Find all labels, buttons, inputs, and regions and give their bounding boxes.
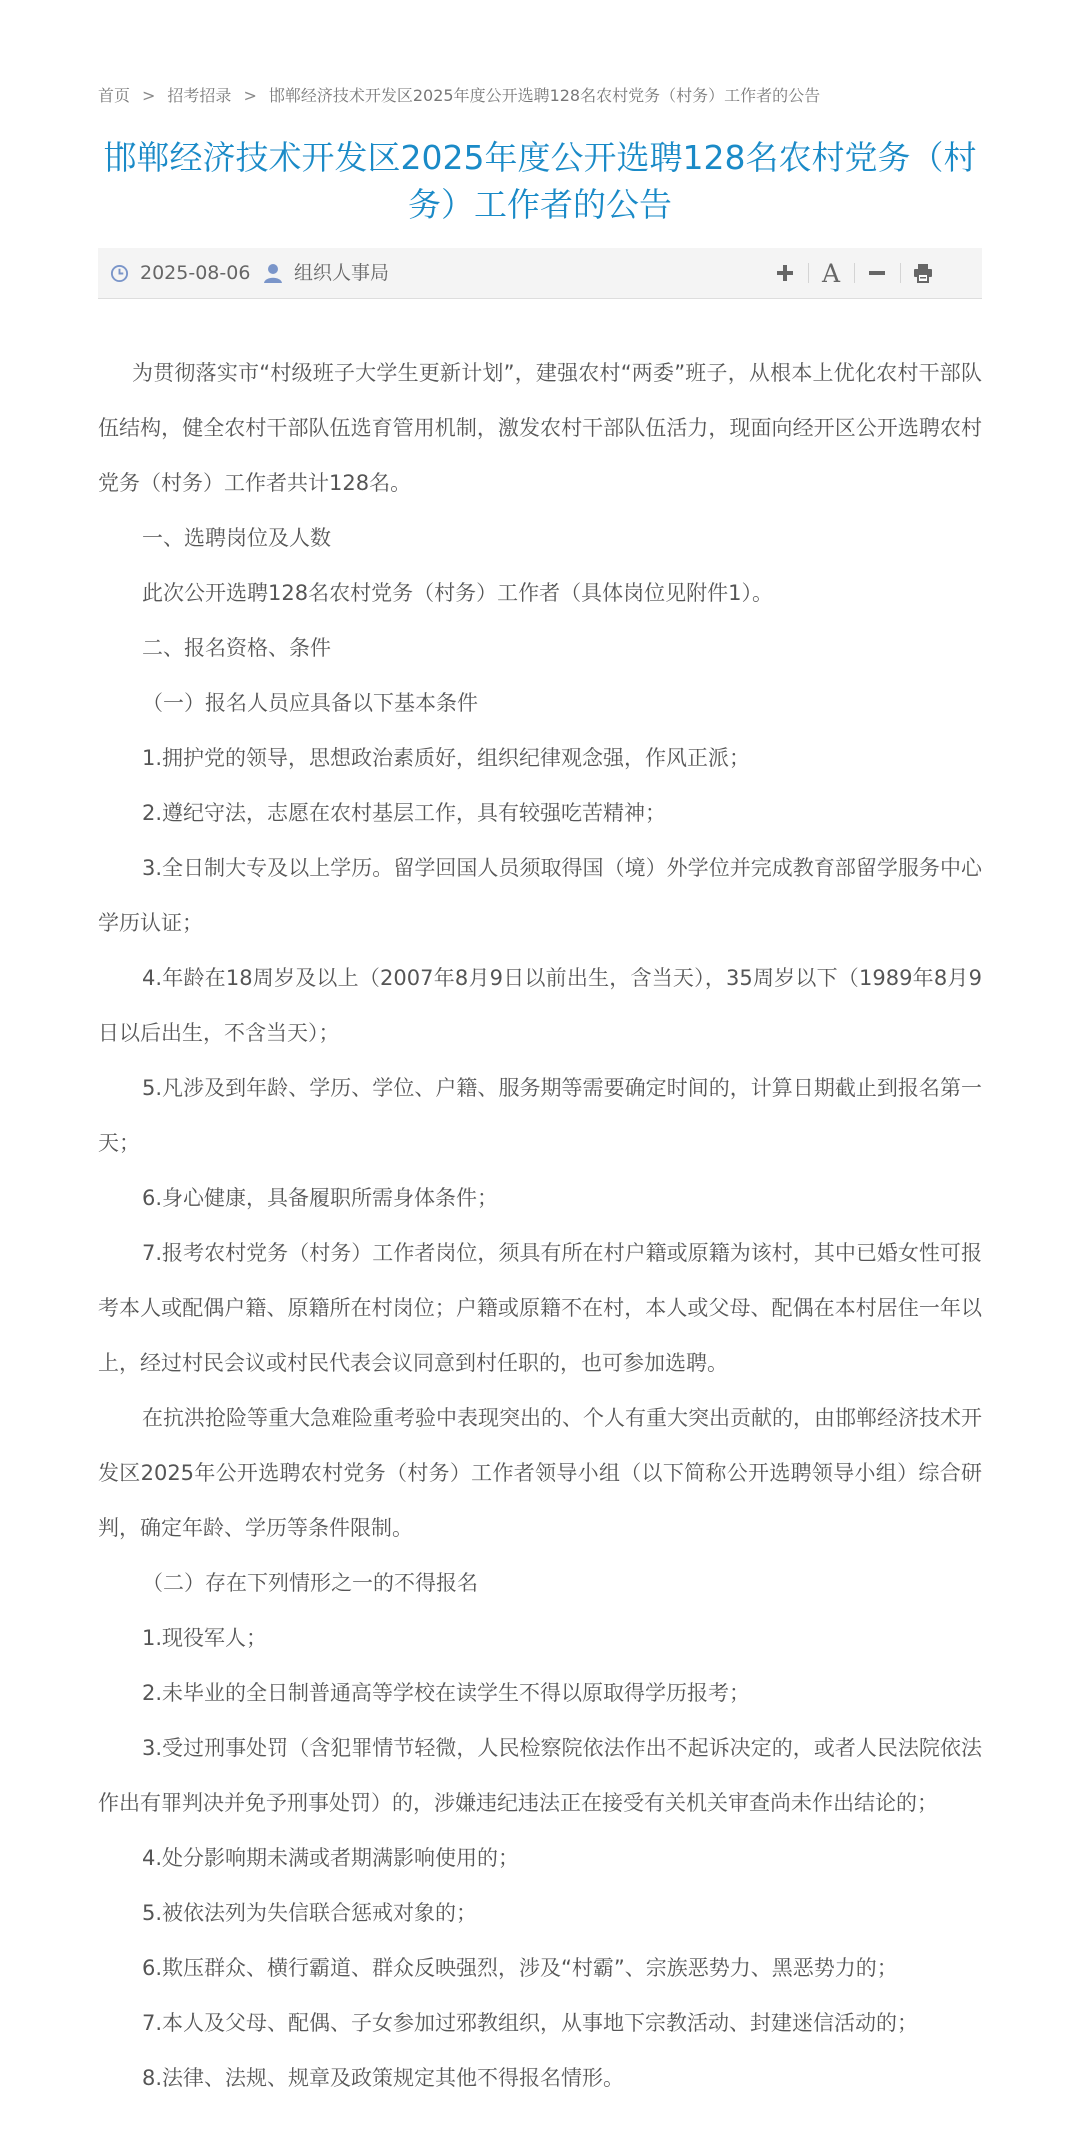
article-paragraph: 7.本人及父母、配偶、子女参加过邪教组织，从事地下宗教活动、封建迷信活动的； — [142, 2011, 919, 2035]
article-paragraph: 5.凡涉及到年龄、学历、学位、户籍、服务期等需要确定时间的，计算日期截止到报名第一天； — [98, 1076, 982, 1155]
article-paragraph: 在抗洪抢险等重大急难险重考验中表现突出的、个人有重大突出贡献的，由邯郸经济技术开发区2025年公开选聘农村党务（村务）工作者领导小组（以下简称公开选聘领导小组）综合研判，确定年龄、学历等条件限制。 — [98, 1406, 982, 1540]
zoom-out-button[interactable] — [854, 248, 900, 298]
article-paragraph: 4.处分影响期未满或者期满影响使用的； — [142, 1846, 520, 1870]
breadcrumb-separator: > — [142, 86, 156, 105]
article-paragraph: 3.全日制大专及以上学历。留学回国人员须取得国（境）外学位并完成教育部留学服务中心学历认证； — [98, 856, 982, 935]
article-tools — [762, 248, 946, 298]
print-button[interactable] — [900, 248, 946, 298]
article-paragraph: 二、报名资格、条件 — [142, 636, 331, 660]
breadcrumb — [98, 84, 982, 108]
article-title: 邯郸经济技术开发区2025年度公开选聘128名农村党务（村务）工作者的公告 — [103, 138, 977, 224]
plus-icon — [776, 264, 794, 282]
publish-date-value: 2025-08-06 — [140, 262, 251, 284]
article-paragraph: 1.现役军人； — [142, 1626, 268, 1650]
breadcrumb-home-link[interactable]: 首页 — [98, 86, 131, 105]
breadcrumb-separator: > — [243, 86, 257, 105]
article-paragraph: 1.拥护党的领导，思想政治素质好，组织纪律观念强，作风正派； — [142, 746, 751, 770]
article-paragraph: 6.欺压群众、横行霸道、群众反映强烈，涉及“村霸”、宗族恶势力、黑恶势力的； — [142, 1956, 898, 1980]
clock-icon — [110, 264, 129, 283]
article-paragraph: 2.遵纪守法，志愿在农村基层工作，具有较强吃苦精神； — [142, 801, 667, 825]
article-body — [98, 346, 982, 2106]
article-paragraph: 8.法律、法规、规章及政策规定其他不得报名情形。 — [142, 2066, 625, 2090]
printer-icon — [913, 263, 933, 283]
article-paragraph: 7.报考农村党务（村务）工作者岗位，须具有所在村户籍或原籍为该村，其中已婚女性可报考本人或配偶户籍、原籍所在村岗位；户籍或原籍不在村，本人或父母、配偶在本村居住一年以上，经过村民会议或村民代表会议同意到村任职的，也可参加选聘。 — [98, 1241, 982, 1375]
article-paragraph: 3.受过刑事处罚（含犯罪情节轻微，人民检察院依法作出不起诉决定的，或者人民法院依法作出有罪判决并免予刑事处罚）的，涉嫌违纪违法正在接受有关机关审查尚未作出结论的； — [98, 1736, 982, 1815]
article-paragraph: （二）存在下列情形之一的不得报名 — [142, 1571, 478, 1595]
breadcrumb-current: 邯郸经济技术开发区2025年度公开选聘128名农村党务（村务）工作者的公告 — [268, 86, 821, 105]
article-paragraph: 5.被依法列为失信联合惩戒对象的； — [142, 1901, 478, 1925]
article-paragraph: 此次公开选聘128名农村党务（村务）工作者（具体岗位见附件1）。 — [142, 581, 773, 605]
font-size-button[interactable] — [808, 248, 854, 298]
user-icon — [263, 263, 283, 283]
article-paragraph: 6.身心健康，具备履职所需身体条件； — [142, 1186, 499, 1210]
article-paragraph: 4.年龄在18周岁及以上（2007年8月9日以前出生，含当天），35周岁以下（1989年8月9日以后出生，不含当天）； — [98, 966, 982, 1045]
article-paragraph: 2.未毕业的全日制普通高等学校在读学生不得以原取得学历报考； — [142, 1681, 751, 1705]
minus-icon — [869, 264, 885, 282]
article-paragraph: 一、选聘岗位及人数 — [142, 526, 331, 550]
author-name: 组织人事局 — [294, 262, 390, 284]
font-size-icon: A — [821, 258, 841, 288]
zoom-in-button[interactable] — [762, 248, 808, 298]
publish-date — [110, 261, 250, 285]
article-paragraph: （一）报名人员应具备以下基本条件 — [142, 691, 478, 715]
article-meta-bar — [98, 248, 982, 299]
article-author — [263, 261, 389, 285]
breadcrumb-category-link[interactable]: 招考招录 — [167, 86, 232, 105]
article-paragraph: 为贯彻落实市“村级班子大学生更新计划”，建强农村“两委”班子，从根本上优化农村干部队伍结构，健全农村干部队伍选育管用机制，激发农村干部队伍活力，现面向经开区公开选聘农村党务（村务）工作者共计128名。 — [98, 361, 982, 495]
